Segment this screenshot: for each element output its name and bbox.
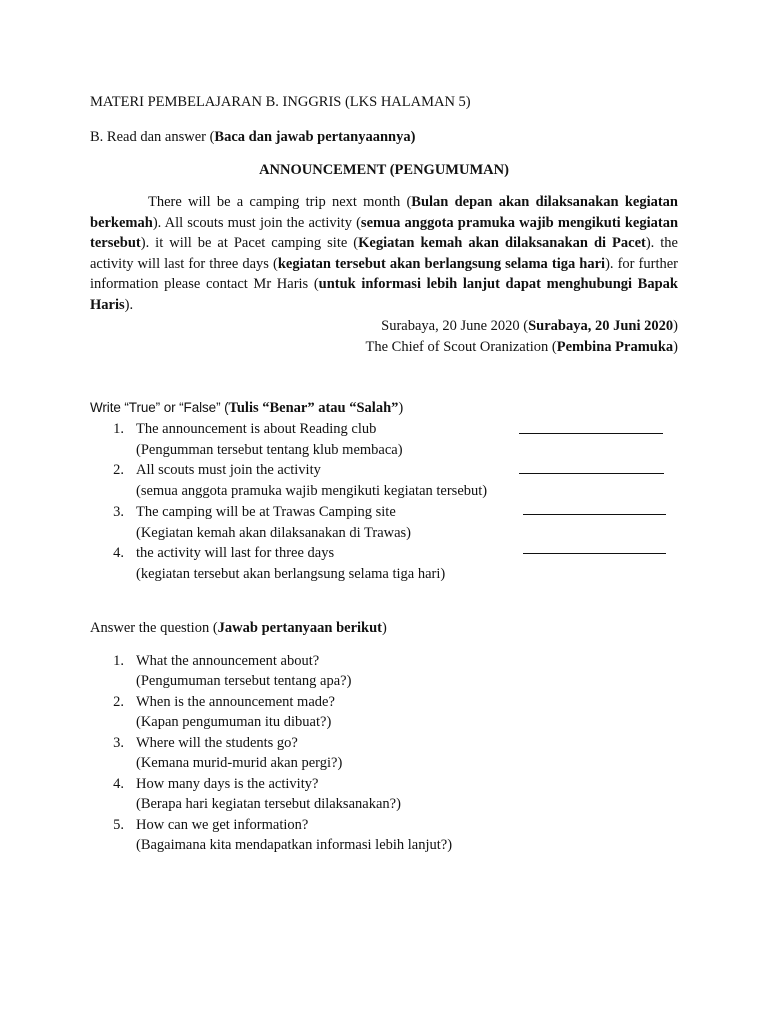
question-indonesian: (Kapan pengumuman itu dibuat?): [136, 714, 332, 730]
question-indonesian: (Kemana murid-murid akan pergi?): [136, 755, 343, 771]
para-segment: ).: [124, 296, 134, 313]
statement-english: All scouts must join the activity: [136, 462, 321, 478]
announcement-heading-text: ANNOUNCEMENT (PENGUMUMAN): [259, 162, 509, 178]
item-number: 1.: [113, 421, 124, 437]
date-translation: Surabaya, 20 Juni 2020: [528, 318, 674, 334]
true-false-instruction: [90, 398, 403, 418]
question-english: How many days is the activity?: [136, 776, 319, 792]
announcement-signer: [365, 337, 678, 357]
true-false-label-translation: Tulis “Benar” atau “Salah”: [228, 400, 399, 416]
question-english: Where will the students go?: [136, 735, 298, 751]
instruction-translation: Baca dan jawab pertanyaannya): [214, 129, 416, 145]
answer-blank[interactable]: [523, 514, 666, 515]
statement-indonesian: (Kegiatan kemah akan dilaksanakan di Trawas): [136, 525, 412, 541]
questions-label-close: ): [382, 620, 387, 636]
questions-instruction: [90, 618, 387, 638]
date-text: Surabaya, 20 June 2020 (: [381, 318, 529, 334]
signer-text: The Chief of Scout Oranization (: [365, 339, 557, 355]
question-english: How can we get information?: [136, 817, 309, 833]
para-segment: ). for further information please contact Mr Haris (: [90, 255, 678, 293]
true-false-label: Write “True” or “False” (: [90, 400, 229, 415]
question-indonesian: (Pengumuman tersebut tentang apa?): [136, 673, 352, 689]
document-title: MATERI PEMBELAJARAN B. INGGRIS (LKS HALAMAN 5): [90, 94, 471, 110]
question-indonesian: (Berapa hari kegiatan tersebut dilaksanakan?): [136, 796, 401, 812]
para-segment: Kegiatan kemah akan dilaksanakan di Pacet: [358, 235, 646, 252]
date-close: ): [673, 318, 678, 334]
para-segment: kegiatan tersebut akan berlangsung selama tiga hari: [277, 255, 606, 272]
item-number: 4.: [113, 545, 124, 561]
item-number: 2.: [113, 694, 124, 710]
answer-blank[interactable]: [519, 433, 663, 434]
instruction-text: B. Read dan answer (: [90, 129, 215, 145]
announcement-paragraph: [90, 192, 678, 316]
announcement-date: [381, 316, 678, 336]
statement-indonesian: (kegiatan tersebut akan berlangsung selama tiga hari): [136, 566, 446, 582]
question-english: What the announcement about?: [136, 653, 320, 669]
answer-blank[interactable]: [519, 473, 664, 474]
item-number: 3.: [113, 504, 124, 520]
announcement-heading: [0, 160, 768, 180]
question-english: When is the announcement made?: [136, 694, 335, 710]
para-segment: untuk informasi lebih lanjut dapat menghubungi Bapak Haris: [90, 276, 678, 313]
questions-label: Answer the question (: [90, 620, 218, 636]
signer-translation: Pembina Pramuka: [556, 339, 674, 355]
signer-close: ): [673, 339, 678, 355]
true-false-label-close: ): [398, 400, 404, 416]
para-segment: Bulan depan akan dilaksanakan kegiatan berkemah: [90, 194, 678, 231]
statement-english: The camping will be at Trawas Camping site: [136, 504, 396, 520]
answer-blank[interactable]: [523, 553, 666, 554]
para-segment: ). All scouts must join the activity (: [152, 214, 361, 231]
item-number: 3.: [113, 735, 124, 751]
item-number: 1.: [113, 653, 124, 669]
para-segment: There will be a camping trip next month (: [148, 194, 412, 210]
para-segment: semua anggota pramuka wajib mengikuti kegiatan tersebut: [90, 214, 679, 252]
statement-indonesian: (Pengumman tersebut tentang klub membaca): [136, 442, 403, 458]
item-number: 5.: [113, 817, 124, 833]
statement-indonesian: (semua anggota pramuka wajib mengikuti kegiatan tersebut): [136, 483, 488, 499]
item-number: 2.: [113, 462, 124, 478]
questions-label-translation: Jawab pertanyaan berikut: [217, 620, 383, 636]
instruction-line: [90, 127, 415, 147]
statement-english: the activity will last for three days: [136, 545, 335, 561]
para-segment: ). the activity will last for three days (: [90, 235, 678, 272]
question-indonesian: (Bagaimana kita mendapatkan informasi lebih lanjut?): [136, 837, 453, 853]
statement-english: The announcement is about Reading club: [136, 421, 377, 437]
item-number: 4.: [113, 776, 124, 792]
para-segment: ). it will be at Pacet camping site (: [140, 235, 359, 252]
